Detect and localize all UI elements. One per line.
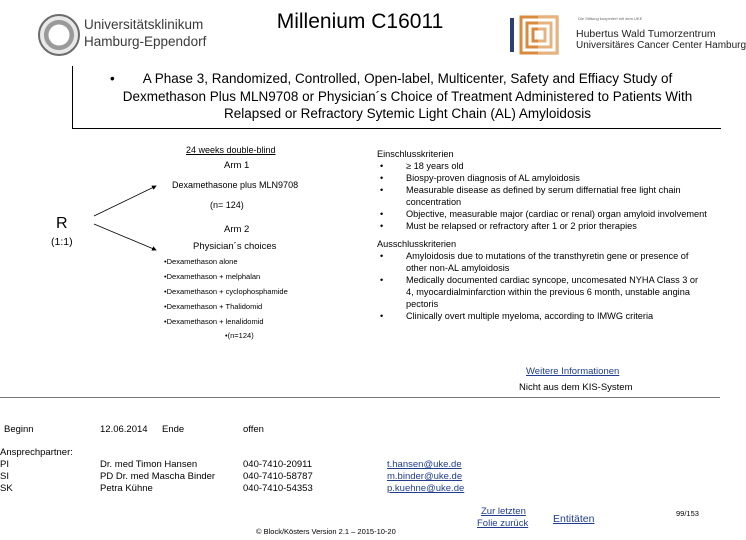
list-item: • Biospy-proven diagnosis of AL amyloidosis — [377, 172, 707, 184]
contact-role: SI — [0, 471, 9, 482]
study-title-line3: Relapsed or Refractory Sytemic Light Chain (AL) Amyloidosis — [224, 106, 591, 121]
list-item: • Measurable disease as defined by serum differnatial free light chain concentration — [377, 184, 707, 208]
start-label: Beginn — [4, 424, 34, 435]
list-item: • Objective, measurable major (cardiac or renal) organ amyloid involvement — [377, 208, 707, 220]
arm2-option: •Dexamethason + cyclophosphamide — [164, 287, 288, 296]
university-seal-icon — [38, 14, 80, 56]
logo-right-line2: Universitäres Cancer Center Hamburg — [576, 40, 746, 51]
study-title — [100, 70, 715, 123]
arm2-option: •Dexamethason + lenalidomid — [164, 317, 264, 326]
list-item: • Medically documented cardiac syncope, uncomesated NYHA Class 3 or 4, myocardialminfarction within the previous 6 month, unstable angina pectoris — [377, 274, 707, 310]
exclusion-list — [377, 250, 707, 322]
exclusion-label: Ausschlusskriterien — [377, 239, 457, 249]
contact-name: PD Dr. med Mascha Binder — [100, 471, 216, 482]
contact-role: PI — [0, 459, 9, 470]
inclusion-list — [377, 160, 707, 232]
arm2-treatment: Physician´s choices — [193, 241, 277, 252]
contact-phone: 040-7410-54353 — [243, 483, 313, 494]
arm2-n: •(n=124) — [225, 331, 254, 340]
randomization-label: R — [56, 215, 68, 232]
list-item: • Clinically overt multiple myeloma, according to IMWG criteria — [377, 310, 707, 322]
arm1-n: (n= 124) — [210, 200, 244, 210]
more-info-note: Nicht aus dem KIS-System — [519, 382, 633, 393]
page-title: Millenium C16011 — [276, 10, 444, 33]
end-value: offen — [243, 424, 264, 435]
contact-phone: 040-7410-58787 — [243, 471, 313, 482]
arm2-label: Arm 2 — [224, 224, 250, 235]
contact-email[interactable]: t.hansen@uke.de — [387, 459, 462, 470]
contact-phone: 040-7410-20911 — [243, 459, 313, 470]
back-link-line1[interactable]: Zur letzten — [481, 506, 526, 517]
contact-role: SK — [0, 483, 13, 494]
entities-link[interactable]: Entitäten — [553, 513, 595, 525]
tumor-center-emblem-icon — [520, 16, 558, 54]
criteria-panel — [377, 148, 707, 322]
start-value: 12.06.2014 — [100, 424, 148, 435]
end-label: Ende — [162, 424, 185, 435]
logo-left-line2: Hamburg-Eppendorf — [84, 34, 207, 49]
arrow-to-arm2 — [94, 224, 156, 250]
contact-email[interactable]: m.binder@uke.de — [387, 471, 463, 482]
contact-name: Dr. med Timon Hansen — [100, 459, 198, 470]
study-title-line2: Dexmethason Plus MLN9708 or Physician´s Choice of Treatment Administered to Patients With — [122, 88, 693, 104]
list-item: • ≥ 18 years old — [377, 160, 707, 172]
copyright-note: © Block/Kösters Version 2.1 – 2015-10-20 — [256, 527, 396, 536]
arm1-label: Arm 1 — [224, 160, 250, 171]
study-title-line1: A Phase 3, Randomized, Controlled, Open-label, Multicenter, Safety and Effiacy Study of — [142, 71, 673, 86]
logo-right-tagline: Die Stiftung kooperiert mit dem UKE — [578, 16, 643, 21]
page-number: 99/153 — [676, 509, 699, 518]
randomization-ratio: (1:1) — [51, 236, 73, 248]
logo-right-line1: Hubertus Wald Tumorzentrum — [576, 28, 716, 40]
design-duration: 24 weeks double-blind — [186, 145, 276, 155]
study-title-bullet: • — [110, 71, 115, 86]
list-item: • Amyloidosis due to mutations of the transthyretin gene or presence of other non-AL amyloidosis — [377, 250, 707, 274]
more-info-link[interactable]: Weitere Informationen — [526, 366, 620, 377]
list-item: • Must be relapsed or refractory after 1 or 2 prior therapies — [377, 220, 707, 232]
tumor-center-logo — [510, 14, 746, 60]
back-link-line2[interactable]: Folie zurück — [477, 518, 529, 529]
contact-name: Petra Kühne — [100, 483, 153, 494]
arm2-option: •Dexamethason alone — [164, 257, 238, 266]
inclusion-label: Einschlusskriterien — [377, 149, 454, 159]
logo-left-line1: Universitätsklinikum — [84, 17, 204, 32]
divider — [0, 397, 720, 398]
randomization-arrows — [90, 180, 170, 260]
contacts-label: Ansprechpartner: — [0, 447, 73, 458]
arm1-treatment: Dexamethasone plus MLN9708 — [172, 180, 299, 190]
arrow-to-arm1 — [94, 186, 156, 216]
logo-accent-bar — [510, 18, 514, 52]
uke-logo — [38, 14, 208, 54]
contact-email[interactable]: p.kuehne@uke.de — [387, 483, 465, 494]
arm2-option: •Dexamethason + Thalidomid — [164, 302, 263, 311]
arm2-option: •Dexamethason + melphalan — [164, 272, 261, 281]
